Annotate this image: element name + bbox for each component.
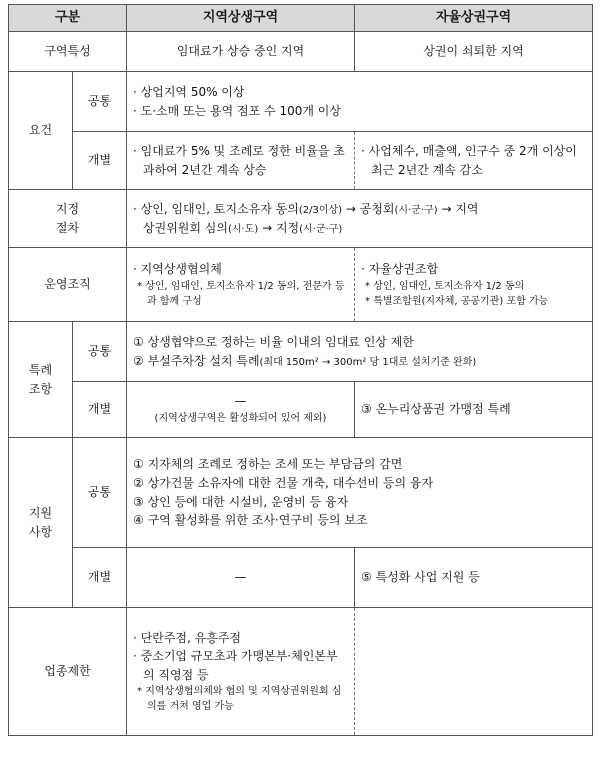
designation-row — [9, 190, 593, 248]
zone-feature-label: 구역특성 — [9, 32, 127, 72]
support-item: ③ 상인 등에 대한 시설비, 운영비 등 융자 — [133, 494, 349, 509]
comparison-table-wrapper — [8, 4, 592, 736]
designation-text: → 공청회 — [342, 201, 395, 216]
designation-small: (시·군·구) — [299, 223, 343, 235]
operation-label: 운영조직 — [9, 248, 127, 322]
zone-feature-autonomous: 상권이 쇠퇴한 지역 — [355, 32, 593, 72]
restriction-note: * 지역상생협의체와 협의 및 지역상권위원회 심의를 거쳐 영업 가능 — [133, 684, 348, 714]
designation-text: → 지정 — [258, 220, 300, 235]
special-mutual-dash: — — [234, 394, 247, 409]
requirements-mutual-text: · 임대료가 5% 및 조례로 정한 비율을 초과하여 2년간 계속 상승 — [133, 142, 348, 179]
designation-line2 — [133, 219, 586, 238]
restriction-item: · 단란주점, 유흥주점 — [133, 629, 348, 648]
support-item: ② 상가건물 소유자에 대한 건물 개축, 대수선비 등의 융자 — [133, 475, 434, 490]
operation-autonomous-note: * 상인, 임대인, 토지소유자 1/2 동의 — [361, 279, 586, 294]
support-item: ① 지자체의 조례로 정하는 조세 또는 부담금의 감면 — [133, 457, 403, 472]
operation-row — [9, 248, 593, 322]
designation-label-line1: 지정 — [55, 201, 80, 216]
restriction-autonomous — [355, 608, 593, 736]
support-individual-label: 개별 — [73, 548, 127, 608]
support-individual-autonomous: ⑤ 특성화 사업 지원 등 — [355, 548, 593, 608]
zone-feature-row — [9, 32, 593, 72]
requirements-individual-mutual — [127, 132, 355, 190]
operation-autonomous — [355, 248, 593, 322]
requirements-individual-label: 개별 — [73, 132, 127, 190]
special-item-text: ② 부설주차장 설치 특례 — [133, 353, 260, 368]
requirements-common-item: · 상업지역 50% 이상 — [133, 83, 586, 102]
operation-mutual-note: * 상인, 임대인, 토지소유자 1/2 동의, 전문가 등과 함께 구성 — [133, 279, 348, 309]
designation-small: (시·도) — [227, 223, 259, 235]
special-individual-autonomous: ③ 온누리상품권 가맹점 특례 — [355, 382, 593, 438]
designation-text: 상인, 임대인, 토지소유자 동의 — [140, 201, 299, 216]
requirements-common-content — [127, 72, 593, 132]
operation-mutual — [127, 248, 355, 322]
support-label-line1: 지원 — [28, 505, 53, 520]
support-item: ④ 구역 활성화를 위한 조사·연구비 등의 보조 — [133, 513, 368, 528]
support-individual-mutual: — — [127, 548, 355, 608]
special-individual-label: 개별 — [73, 382, 127, 438]
designation-content — [127, 190, 593, 248]
special-mutual-note: (지역상생구역은 활성화되어 있어 제외) — [154, 413, 327, 425]
special-label-line2: 조항 — [28, 381, 53, 396]
designation-small: (시·군·구) — [394, 204, 438, 216]
operation-mutual-title: · 지역상생협의체 — [133, 260, 348, 279]
special-item-small: (최대 150m² → 300m² 당 1대로 설치기준 완화) — [259, 356, 477, 368]
requirements-common-item: · 도·소매 또는 용역 점포 수 100개 이상 — [133, 102, 586, 121]
designation-small: (2/3이상) — [298, 204, 343, 216]
requirements-common-row — [9, 72, 593, 132]
support-common-row — [9, 438, 593, 548]
support-label — [9, 438, 73, 608]
requirements-common-label: 공통 — [73, 72, 127, 132]
requirements-individual-autonomous — [355, 132, 593, 190]
special-label-line1: 특례 — [28, 362, 53, 377]
special-item — [133, 352, 586, 371]
designation-text: → 지역 — [437, 201, 479, 216]
support-individual-row — [9, 548, 593, 608]
designation-label-line2: 절차 — [55, 220, 80, 235]
restriction-item: · 중소기업 규모초과 가맹본부·체인본부의 직영점 등 — [133, 647, 348, 684]
restriction-mutual — [127, 608, 355, 736]
designation-line1: · 상인, 임대인, 토지소유자 동의(2/3이상) → 공청회(시·군·구) → 지역 — [133, 201, 479, 216]
operation-autonomous-title: · 자율상권조합 — [361, 260, 586, 279]
header-autonomous-zone: 자율상권구역 — [355, 5, 593, 32]
support-common-content — [127, 438, 593, 548]
special-individual-mutual — [127, 382, 355, 438]
requirements-autonomous-text: · 사업체수, 매출액, 인구수 중 2개 이상이 최근 2년간 계속 감소 — [361, 142, 586, 179]
special-common-row — [9, 322, 593, 382]
special-label — [9, 322, 73, 438]
special-common-label: 공통 — [73, 322, 127, 382]
requirements-individual-row — [9, 132, 593, 190]
special-common-content — [127, 322, 593, 382]
designation-label — [9, 190, 127, 248]
header-category: 구분 — [9, 5, 127, 32]
operation-autonomous-note: * 특별조합원(지자체, 공공기관) 포함 가능 — [361, 294, 586, 309]
designation-text: 상권위원회 심의 — [143, 220, 228, 235]
restriction-label: 업종제한 — [9, 608, 127, 736]
comparison-table — [8, 4, 593, 736]
special-individual-row — [9, 382, 593, 438]
special-item: ① 상생협약으로 정하는 비율 이내의 임대료 인상 제한 — [133, 334, 414, 349]
header-mutual-zone: 지역상생구역 — [127, 5, 355, 32]
zone-feature-mutual: 임대료가 상승 중인 지역 — [127, 32, 355, 72]
header-row — [9, 5, 593, 32]
support-common-label: 공통 — [73, 438, 127, 548]
requirements-label: 요건 — [9, 72, 73, 190]
restriction-row — [9, 608, 593, 736]
support-label-line2: 사항 — [28, 524, 53, 539]
